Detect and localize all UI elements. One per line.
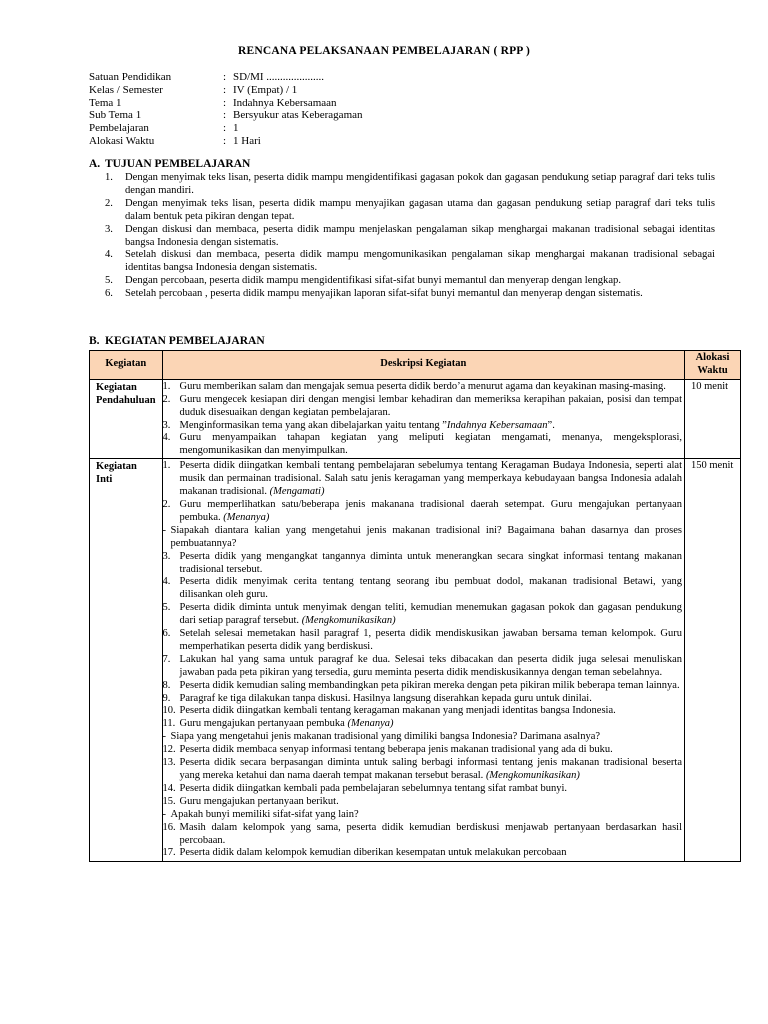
step-text-main: Peserta didik secara berpasangan diminta untuk saling berbagi informasi tentang jenis makanan tradisional beserta yang mereka ketahui dan nama daerah tempat makanan tersebut berasal.	[179, 757, 682, 781]
step-text-emphasis: (Menanya)	[347, 718, 394, 730]
identity-value: Bersyukur atas Keberagaman	[233, 109, 363, 122]
identity-row	[89, 122, 363, 135]
header-alokasi: Alokasi Waktu	[685, 351, 741, 380]
section-b-title: KEGIATAN PEMBELAJARAN	[105, 335, 265, 347]
identity-table	[89, 71, 363, 148]
activity-time-inti: 150 menit	[685, 459, 741, 862]
section-a-title: TUJUAN PEMBELAJARAN	[105, 158, 251, 170]
activity-name-pendahuluan: Kegiatan Pendahuluan	[90, 379, 163, 458]
section-a-number: A.	[89, 158, 101, 170]
step-text-tail: ”.	[547, 419, 555, 431]
step-text-main: Paragraf ke tiga dilakukan tanpa diskusi. Hasilnya langsung diserahkan kepada guru untuk dinilai.	[179, 692, 592, 704]
step-number: 2.	[162, 393, 171, 405]
objective-text: Dengan percobaan, peserta didik mampu mengidentifikasi sifat-sifat bunyi memantul dan menyerap dengan lengkap.	[125, 275, 621, 287]
step-number: 3.	[162, 419, 171, 431]
activity-step	[163, 847, 682, 861]
activity-step	[163, 602, 682, 628]
objective-text: Dengan menyimak teks lisan, peserta didik mampu menyajikan gagasan utama dan gagasan pendukung setiap paragraf dari teks tulis dalam bentuk peta pikiran dengan tepat.	[125, 197, 715, 222]
activity-step	[163, 394, 682, 420]
objective-number: 6.	[105, 288, 113, 300]
step-text	[180, 718, 682, 731]
objective-number: 1.	[105, 172, 113, 183]
learning-objectives-list	[105, 172, 715, 301]
step-text-main: Guru mengajukan pertanyaan berikut.	[179, 795, 339, 807]
step-number: 17.	[162, 847, 176, 859]
step-number: 8.	[162, 679, 171, 691]
step-number: 6.	[162, 628, 171, 640]
step-text-main: Masih dalam kelompok yang sama, peserta didik kemudian berdiskusi menjawab pertanyaan berdasarkan hasil percobaan.	[179, 821, 682, 846]
activity-description-pendahuluan	[162, 379, 684, 458]
step-text-main: Peserta didik diingatkan kembali pada pembelajaran sebelumnya tentang sifat rambat bunyi.	[179, 782, 568, 794]
identity-value: IV (Empat) / 1	[233, 83, 298, 96]
step-number: 12.	[162, 744, 176, 756]
activity-step	[163, 381, 682, 394]
identity-label: Satuan Pendidikan	[89, 71, 172, 83]
step-text-emphasis: Indahnya Kebersamaan	[446, 419, 548, 431]
list-item	[105, 288, 715, 301]
activity-step	[163, 420, 682, 433]
header-kegiatan: Kegiatan	[90, 351, 163, 380]
step-text	[180, 628, 682, 654]
step-text	[180, 460, 682, 499]
objective-text: Dengan menyimak teks lisan, peserta didik mampu mengidentifikasi gagasan pokok dan gagasan pendukung setiap paragraf dari teks tulis dengan mandiri.	[125, 172, 715, 196]
identity-separator: :	[223, 122, 227, 135]
activity-step	[163, 718, 682, 731]
activity-step	[163, 551, 682, 577]
step-text-main: Peserta didik menyimak cerita tentang tentang seorang ibu pembuat dodol, makanan tradisional Betawi, yang dilisankan oleh guru.	[179, 576, 682, 601]
step-text-main: Peserta didik yang mengangkat tangannya diminta untuk menerangkan secara singkat informasi tentang makanan tradisional tersebut.	[179, 550, 682, 575]
step-text	[180, 654, 682, 680]
activity-step	[163, 525, 682, 551]
step-number: 3.	[162, 550, 171, 562]
step-text	[180, 576, 682, 602]
step-text	[180, 499, 682, 525]
step-text-main: Lakukan hal yang sama untuk paragraf ke dua. Selesai teks dibacakan dan peserta didik juga selesai menuliskan jawaban pada peta pikiran yang tersedia, guru meminta peserta didik mendiskusikannya dengan teman sebelahnya.	[179, 653, 682, 678]
list-item	[105, 224, 715, 250]
step-text-main: Siapa yang mengetahui jenis makanan tradisional yang dimiliki bangsa Indonesia? Darimana asalnya?	[170, 731, 601, 743]
step-text	[180, 693, 682, 706]
step-text	[180, 847, 682, 861]
step-text	[180, 394, 682, 420]
objective-text: Setelah diskusi dan membaca, peserta didik mampu mengomunikasikan pengalaman sikap menghargai makanan tradisional sebagai identitas bangsa Indonesia dengan sistematis.	[125, 249, 715, 274]
step-number: 2.	[162, 498, 171, 510]
step-text-main: Peserta didik diingatkan kembali tentang pembelajaran sebelumya tentang Keragaman Budaya Indonesia, seperti alat musik dan permainan tradisional. Salah satu jenis keragaman yang memperkaya kebudayaan bangsa Indonesia adalah makanan tradisional.	[179, 460, 682, 498]
activity-step	[163, 783, 682, 796]
list-item	[105, 198, 715, 224]
objective-number: 4.	[105, 249, 113, 261]
activity-step	[163, 654, 682, 680]
step-text-main: Peserta didik kemudian saling membandingkan peta pikiran mereka dengan peta pikiran milik beberapa teman lainnya.	[179, 679, 680, 691]
step-number: -	[162, 524, 167, 536]
step-text-main: Peserta didik diminta untuk menyimak dengan teliti, kemudian menemukan gagasan pokok dan gagasan pendukung dari setiap paragraf tersebut.	[179, 602, 682, 627]
step-number: 4.	[162, 432, 171, 444]
identity-row	[89, 97, 363, 110]
identity-label: Kelas / Semester	[89, 83, 163, 96]
identity-label: Sub Tema 1	[89, 109, 142, 122]
activity-step	[163, 460, 682, 499]
identity-separator: :	[223, 109, 227, 122]
step-text	[180, 551, 682, 577]
step-number: 1.	[162, 460, 171, 472]
step-text	[171, 525, 682, 551]
section-b-number: B.	[89, 335, 100, 347]
identity-label: Tema 1	[89, 96, 122, 109]
step-text	[180, 744, 682, 757]
activities-table	[89, 350, 741, 862]
header-deskripsi: Deskripsi Kegiatan	[162, 351, 684, 380]
step-number: 13.	[162, 757, 176, 769]
step-text-main: Guru mengajukan pertanyaan pembuka	[179, 718, 348, 730]
step-text-main: Peserta didik membaca senyap informasi tentang beberapa jenis makanan tradisional yang ada di buku.	[179, 744, 613, 756]
step-text-main: Menginformasikan tema yang akan dibelajarkan yaitu tentang ”	[179, 419, 447, 431]
step-text-main: Setelah selesai memetakan hasil paragraf 1, peserta didik mendiskusikan jawaban bersama teman kelompok. Guru memperhatikan peserta didik yang berdiskusi.	[179, 628, 682, 652]
activity-description-inti	[162, 459, 684, 862]
step-number: 15.	[162, 795, 176, 807]
identity-separator: :	[223, 71, 227, 83]
step-number: 9.	[162, 692, 171, 704]
identity-value: 1	[233, 122, 239, 135]
step-text	[180, 432, 682, 458]
document-title: RENCANA PELAKSANAAN PEMBELAJARAN ( RPP )	[238, 45, 530, 57]
activity-step	[163, 731, 682, 744]
step-text	[180, 602, 682, 628]
step-text-emphasis: (Mengkomunikasikan)	[301, 615, 396, 627]
step-text-main: Apakah bunyi memiliki sifat-sifat yang lain?	[170, 808, 359, 820]
identity-row	[89, 71, 363, 84]
objective-text: Setelah percobaan , peserta didik mampu menyajikan laporan sifat-sifat bunyi memantul dan menyerap dengan sistematis.	[125, 288, 643, 300]
step-text-main: Peserta didik diingatkan kembali tentang keragaman makanan yang menjadi identitas bangsa Indonesia.	[179, 705, 616, 717]
identity-separator: :	[223, 134, 227, 147]
objective-number: 5.	[105, 275, 113, 287]
step-number: 11.	[162, 718, 176, 730]
step-text	[180, 705, 682, 718]
step-number: 14.	[162, 782, 176, 794]
step-text	[180, 381, 682, 394]
step-text-main: Guru memberikan salam dan mengajak semua peserta didik berdo’a menurut agama dan keyakinan masing-masing.	[179, 380, 666, 392]
activity-step	[163, 809, 682, 822]
activity-step	[163, 822, 682, 848]
activity-step	[163, 628, 682, 654]
step-text-emphasis: (Mengamati)	[269, 486, 325, 498]
list-item	[105, 275, 715, 288]
step-text-main: Guru mengecek kesiapan diri dengan mengisi lembar kehadiran dan memeriksa kerapihan pakaian, posisi dan tempat duduk disesuaikan dengan kegiatan pembelajaran.	[179, 393, 682, 418]
step-number: -	[162, 731, 167, 743]
identity-value: 1 Hari	[233, 134, 261, 147]
activity-name-inti: Kegiatan Inti	[90, 459, 163, 862]
step-text-main: Guru menyampaikan tahapan kegiatan yang meliputi kegiatan mengamati, menanya, mengeksplorasi, mengomunikasikan dan menyimpulkan.	[179, 432, 682, 457]
step-text	[180, 783, 682, 796]
objective-text: Dengan diskusi dan membaca, peserta didik mampu menjelaskan pengalaman sikap menghargai makanan tradisional sebagai identitas bangsa Indonesia dengan sistematis.	[125, 223, 715, 248]
activity-step	[163, 680, 682, 693]
activity-step	[163, 432, 682, 458]
step-text-main: Guru memperlihatkan satu/beberapa jenis makanana tradisional daerah setempat. Guru mengajukan pertanyaan pembuka.	[179, 498, 682, 523]
activity-step	[163, 796, 682, 809]
activity-step	[163, 705, 682, 718]
step-number: 4.	[162, 576, 171, 588]
step-text-main: Siapakah diantara kalian yang mengetahui jenis makanan tradisional ini? Bagaimana bahan dasarnya dan proses pembuatannya?	[170, 524, 682, 549]
step-number: 5.	[162, 602, 171, 614]
step-text	[180, 420, 682, 433]
list-item	[105, 172, 715, 198]
identity-row	[89, 109, 363, 122]
activity-step	[163, 757, 682, 783]
step-number: 7.	[162, 653, 171, 665]
step-number: 10.	[162, 705, 176, 717]
identity-label: Pembelajaran	[89, 122, 149, 135]
objective-number: 2.	[105, 197, 113, 209]
activity-step	[163, 499, 682, 525]
step-text	[180, 757, 682, 783]
identity-separator: :	[223, 96, 227, 109]
step-number: -	[162, 808, 167, 820]
step-text	[171, 809, 682, 822]
objective-number: 3.	[105, 223, 113, 235]
activity-step	[163, 576, 682, 602]
activity-step	[163, 744, 682, 757]
section-a-heading	[89, 158, 250, 170]
identity-separator: :	[223, 83, 227, 96]
list-item	[105, 249, 715, 275]
identity-value: SD/MI .....................	[233, 71, 325, 83]
step-text-main: Peserta didik dalam kelompok kemudian diberikan kesempatan untuk melakukan percobaan	[179, 847, 567, 859]
step-text-emphasis: (Menanya)	[223, 511, 270, 523]
step-number: 1.	[162, 380, 171, 392]
step-text	[180, 796, 682, 809]
step-text	[180, 822, 682, 848]
step-number: 16.	[162, 821, 176, 833]
step-text-emphasis: (Mengkomunikasikan)	[485, 770, 580, 781]
step-text	[180, 680, 682, 693]
step-text	[171, 731, 682, 744]
section-b-heading	[89, 335, 265, 347]
identity-label: Alokasi Waktu	[89, 134, 155, 147]
table-row	[90, 379, 741, 458]
identity-row	[89, 135, 363, 148]
identity-row	[89, 84, 363, 97]
activity-step	[163, 693, 682, 706]
activity-time-pendahuluan: 10 menit	[685, 379, 741, 458]
table-header-row	[90, 351, 741, 380]
identity-value: Indahnya Kebersamaan	[233, 96, 337, 109]
table-row	[90, 459, 741, 862]
